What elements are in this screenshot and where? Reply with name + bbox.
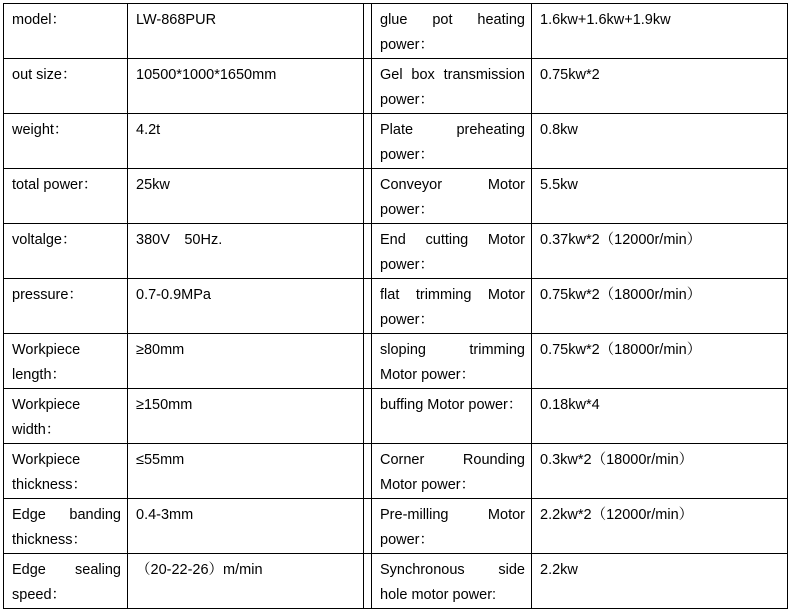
- label-cell: Pre-milling Motor power：: [372, 499, 532, 554]
- table-row: [4, 444, 788, 499]
- value-cell: 0.7-0.9MPa: [128, 279, 364, 334]
- spec-table: [3, 3, 788, 609]
- label-cell: Corner Rounding Motor power：: [372, 444, 532, 499]
- value-cell: ≥150mm: [128, 389, 364, 444]
- label-cell: sloping trimming Motor power：: [372, 334, 532, 389]
- value-cell: 0.8kw: [532, 114, 788, 169]
- table-row: [4, 499, 788, 554]
- spacer-cell: [364, 169, 372, 224]
- value-cell: 0.4-3mm: [128, 499, 364, 554]
- label-cell: flat trimming Motor power：: [372, 279, 532, 334]
- label-cell: Gel box transmission power：: [372, 59, 532, 114]
- table-row: [4, 389, 788, 444]
- value-cell: 0.75kw*2（18000r/min）: [532, 279, 788, 334]
- table-row: [4, 114, 788, 169]
- value-cell: 0.75kw*2（18000r/min）: [532, 334, 788, 389]
- table-row: [4, 279, 788, 334]
- table-row: [4, 334, 788, 389]
- label-cell: voltalge：: [4, 224, 128, 279]
- value-cell: 2.2kw*2（12000r/min）: [532, 499, 788, 554]
- value-cell: 25kw: [128, 169, 364, 224]
- spacer-cell: [364, 59, 372, 114]
- spacer-cell: [364, 279, 372, 334]
- spacer-cell: [364, 499, 372, 554]
- label-cell: glue pot heating power：: [372, 4, 532, 59]
- label-cell: Edge banding thickness：: [4, 499, 128, 554]
- label-cell: Workpiece width：: [4, 389, 128, 444]
- label-cell: model：: [4, 4, 128, 59]
- label-cell: Workpiece thickness：: [4, 444, 128, 499]
- table-row: [4, 554, 788, 609]
- spacer-cell: [364, 4, 372, 59]
- spacer-cell: [364, 114, 372, 169]
- table-row: [4, 224, 788, 279]
- label-cell: Conveyor Motor power：: [372, 169, 532, 224]
- label-cell: buffing Motor power：: [372, 389, 532, 444]
- value-cell: 2.2kw: [532, 554, 788, 609]
- value-cell: ≤55mm: [128, 444, 364, 499]
- spacer-cell: [364, 389, 372, 444]
- spacer-cell: [364, 444, 372, 499]
- value-cell: 0.37kw*2（12000r/min）: [532, 224, 788, 279]
- table-row: [4, 59, 788, 114]
- spacer-cell: [364, 554, 372, 609]
- label-cell: End cutting Motor power：: [372, 224, 532, 279]
- label-cell: Plate preheating power：: [372, 114, 532, 169]
- spacer-cell: [364, 334, 372, 389]
- table-row: [4, 169, 788, 224]
- label-cell: Synchronous side hole motor power:: [372, 554, 532, 609]
- table-row: [4, 4, 788, 59]
- value-cell: 0.75kw*2: [532, 59, 788, 114]
- spacer-cell: [364, 224, 372, 279]
- value-cell: 0.3kw*2（18000r/min）: [532, 444, 788, 499]
- label-cell: Workpiece length：: [4, 334, 128, 389]
- value-cell: 4.2t: [128, 114, 364, 169]
- value-cell: 1.6kw+1.6kw+1.9kw: [532, 4, 788, 59]
- value-cell: 5.5kw: [532, 169, 788, 224]
- label-cell: Edge sealing speed：: [4, 554, 128, 609]
- value-cell: （20-22-26）m/min: [128, 554, 364, 609]
- label-cell: weight：: [4, 114, 128, 169]
- value-cell: LW-868PUR: [128, 4, 364, 59]
- label-cell: out size：: [4, 59, 128, 114]
- label-cell: total power：: [4, 169, 128, 224]
- value-cell: 380V 50Hz.: [128, 224, 364, 279]
- value-cell: 10500*1000*1650mm: [128, 59, 364, 114]
- value-cell: 0.18kw*4: [532, 389, 788, 444]
- value-cell: ≥80mm: [128, 334, 364, 389]
- label-cell: pressure：: [4, 279, 128, 334]
